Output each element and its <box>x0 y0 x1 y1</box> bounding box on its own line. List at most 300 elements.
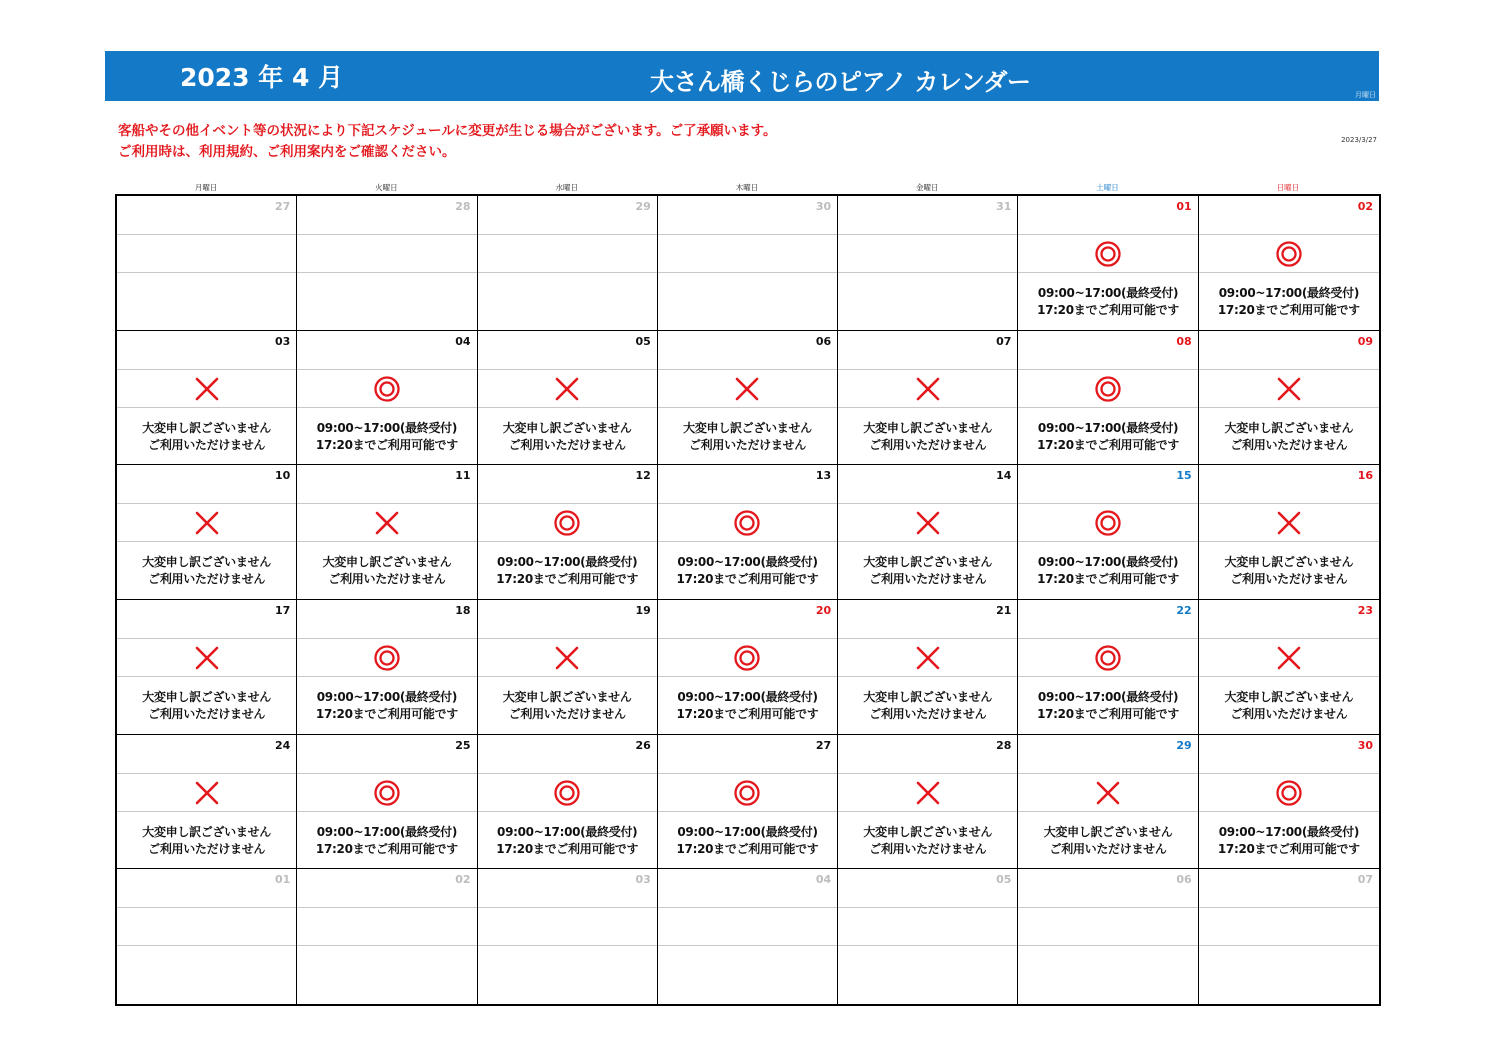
day-number: 15 <box>1176 469 1192 483</box>
row-divider <box>117 407 296 408</box>
status-text <box>117 420 296 454</box>
row-divider <box>297 272 476 273</box>
row-divider <box>478 503 657 504</box>
status-text-line: 09:00~17:00(最終受付) <box>677 824 818 839</box>
row-divider <box>1018 407 1197 408</box>
day-number: 31 <box>996 200 1012 213</box>
status-text-line: 09:00~17:00(最終受付) <box>497 555 638 570</box>
status-text <box>658 554 837 588</box>
row-divider <box>117 234 296 235</box>
calendar-day-cell <box>297 331 477 466</box>
status-text-line: 09:00~17:00(最終受付) <box>316 420 458 435</box>
day-number: 09 <box>1357 334 1373 348</box>
status-text-line: 17:20までご利用可能です <box>1037 572 1180 587</box>
status-text <box>297 420 476 454</box>
row-divider <box>658 811 837 812</box>
issue-date: 2023/3/27 <box>1341 136 1377 144</box>
day-number: 05 <box>635 334 651 348</box>
status-text-line: ご利用いただけません <box>869 707 987 721</box>
status-text-line: 大変申し訳ございません <box>502 690 632 704</box>
row-divider <box>1018 503 1197 504</box>
status-text <box>1199 420 1379 454</box>
row-divider <box>838 907 1017 908</box>
row-divider <box>478 638 657 639</box>
row-divider <box>297 234 476 235</box>
row-divider <box>1018 369 1197 370</box>
row-divider <box>478 234 657 235</box>
double-circle-icon <box>1018 240 1197 268</box>
status-text-line: 09:00~17:00(最終受付) <box>497 824 638 839</box>
status-text-line: 大変申し訳ございません <box>142 690 271 704</box>
row-divider <box>1199 369 1379 370</box>
day-number: 11 <box>455 469 471 483</box>
header-small-label: 月曜日 <box>1355 91 1376 99</box>
double-circle-icon <box>658 779 837 807</box>
calendar-day-cell <box>117 869 297 1004</box>
cross-icon <box>117 509 296 537</box>
status-text-line: ご利用いただけません <box>148 437 266 452</box>
double-circle-icon <box>658 509 837 537</box>
header-bar <box>105 51 1379 101</box>
calendar-day-cell <box>1199 735 1379 870</box>
row-divider <box>658 541 837 542</box>
double-circle-icon <box>478 779 657 807</box>
row-divider <box>1199 907 1379 908</box>
calendar-day-cell <box>478 465 658 600</box>
row-divider <box>838 234 1017 235</box>
calendar-day-cell <box>658 600 838 735</box>
notice-line-1: 客船やその他イベント等の状況により下記スケジュールに変更が生じる場合がございます。ご了承願います。 <box>118 123 777 139</box>
row-divider <box>478 773 657 774</box>
calendar-day-cell <box>1018 196 1198 331</box>
status-text-line: 大変申し訳ございません <box>1224 420 1354 435</box>
row-divider <box>1199 676 1379 677</box>
status-text-line: 大変申し訳ございません <box>863 824 993 839</box>
cross-icon <box>1199 644 1379 672</box>
cross-icon <box>838 644 1017 672</box>
status-text <box>117 824 296 858</box>
calendar-day-cell <box>1018 869 1198 1004</box>
calendar-day-cell <box>658 331 838 466</box>
calendar-day-cell <box>297 465 477 600</box>
status-text <box>658 689 837 723</box>
row-divider <box>117 945 296 946</box>
row-divider <box>297 773 476 774</box>
status-text-line: ご利用いただけません <box>1230 437 1348 452</box>
status-text-line: 大変申し訳ございません <box>142 420 271 435</box>
row-divider <box>117 503 296 504</box>
day-number: 07 <box>996 334 1012 348</box>
status-text-line: 09:00~17:00(最終受付) <box>1218 824 1360 839</box>
status-text <box>478 420 657 454</box>
calendar-day-cell <box>838 331 1018 466</box>
day-number: 07 <box>1357 873 1373 887</box>
status-text <box>117 689 296 723</box>
status-text-line: 17:20までご利用可能です <box>496 572 639 587</box>
status-text <box>1199 689 1379 723</box>
row-divider <box>297 638 476 639</box>
weekday-tue: 火曜日 <box>375 183 398 192</box>
day-number: 21 <box>996 604 1012 617</box>
status-text-line: ご利用いただけません <box>688 437 806 452</box>
row-divider <box>1199 407 1379 408</box>
day-number: 03 <box>274 334 291 348</box>
row-divider <box>297 407 476 408</box>
status-text-line: 17:20までご利用可能です <box>1217 841 1360 856</box>
status-text-line: 09:00~17:00(最終受付) <box>316 690 458 704</box>
calendar-day-cell <box>1018 735 1198 870</box>
row-divider <box>478 907 657 908</box>
status-text <box>1199 824 1379 858</box>
cross-icon <box>478 644 657 672</box>
row-divider <box>1018 811 1197 812</box>
calendar-day-cell <box>117 196 297 331</box>
status-text-line: 17:20までご利用可能です <box>1037 437 1180 452</box>
day-number: 23 <box>1357 604 1373 617</box>
row-divider <box>1199 773 1379 774</box>
double-circle-icon <box>297 779 476 807</box>
status-text <box>1018 824 1197 858</box>
cross-icon <box>838 375 1017 403</box>
cross-icon <box>1199 375 1379 403</box>
status-text <box>838 689 1017 723</box>
double-circle-icon <box>478 509 657 537</box>
row-divider <box>1199 272 1379 273</box>
status-text-line: 17:20までご利用可能です <box>315 841 458 856</box>
status-text-line: 17:20までご利用可能です <box>496 841 639 856</box>
calendar-day-cell <box>117 735 297 870</box>
row-divider <box>297 676 476 677</box>
day-number: 12 <box>635 469 651 483</box>
day-number: 28 <box>455 200 471 213</box>
day-number: 08 <box>1176 334 1192 348</box>
status-text <box>1018 420 1197 454</box>
cross-icon <box>838 509 1017 537</box>
row-divider <box>838 811 1017 812</box>
calendar-day-cell <box>658 465 838 600</box>
status-text-line: ご利用いただけません <box>148 707 266 721</box>
status-text <box>478 689 657 723</box>
status-text-line: 大変申し訳ございません <box>322 555 452 570</box>
cross-icon <box>117 779 296 807</box>
cross-icon <box>1199 509 1379 537</box>
calendar-day-cell <box>1199 465 1379 600</box>
day-number: 01 <box>274 873 291 887</box>
calendar-grid <box>115 194 1381 1006</box>
calendar-day-cell <box>478 196 658 331</box>
day-number: 27 <box>815 738 832 752</box>
calendar-day-cell <box>1018 331 1198 466</box>
status-text-line: 09:00~17:00(最終受付) <box>677 690 818 704</box>
calendar-day-cell <box>297 869 477 1004</box>
double-circle-icon <box>297 644 476 672</box>
status-text-line: ご利用いただけません <box>1230 707 1348 721</box>
status-text-line: 大変申し訳ございません <box>502 420 632 435</box>
weekday-header-row <box>116 182 1378 194</box>
row-divider <box>658 907 837 908</box>
status-text-line: ご利用いただけません <box>328 572 446 587</box>
calendar-day-cell <box>478 331 658 466</box>
row-divider <box>478 407 657 408</box>
status-text-line: 大変申し訳ございません <box>683 420 812 435</box>
calendar-day-cell <box>1199 869 1379 1004</box>
status-text <box>1199 285 1379 319</box>
status-text-line: ご利用いただけません <box>508 437 626 452</box>
cross-icon <box>117 644 296 672</box>
status-text <box>297 824 476 858</box>
status-text-line: ご利用いただけません <box>869 841 987 856</box>
row-divider <box>297 503 476 504</box>
day-number: 02 <box>1357 200 1373 213</box>
row-divider <box>297 811 476 812</box>
calendar-day-cell <box>478 735 658 870</box>
status-text-line: 17:20までご利用可能です <box>676 707 819 721</box>
status-text-line: 17:20までご利用可能です <box>1037 707 1180 721</box>
status-text-line: 09:00~17:00(最終受付) <box>677 555 818 570</box>
calendar-day-cell <box>838 196 1018 331</box>
status-text-line: 大変申し訳ございません <box>863 690 993 704</box>
calendar-day-cell <box>658 869 838 1004</box>
status-text-line: ご利用いただけません <box>508 707 626 721</box>
weekday-thu: 木曜日 <box>735 183 759 192</box>
row-divider <box>1199 945 1379 946</box>
row-divider <box>478 541 657 542</box>
status-text <box>478 824 657 858</box>
row-divider <box>478 369 657 370</box>
day-number: 30 <box>1357 738 1373 752</box>
status-text-line: 大変申し訳ございません <box>1224 555 1354 570</box>
row-divider <box>478 945 657 946</box>
row-divider <box>478 676 657 677</box>
calendar-day-cell <box>838 600 1018 735</box>
status-text <box>297 554 476 588</box>
weekday-sun: 日曜日 <box>1276 183 1300 192</box>
day-number: 26 <box>635 738 651 752</box>
day-number: 16 <box>1357 469 1373 483</box>
row-divider <box>117 676 296 677</box>
row-divider <box>658 234 837 235</box>
row-divider <box>478 272 657 273</box>
status-text-line: 09:00~17:00(最終受付) <box>1037 690 1179 704</box>
calendar-day-cell <box>838 465 1018 600</box>
cross-icon <box>658 375 837 403</box>
status-text <box>838 420 1017 454</box>
calendar-day-cell <box>297 196 477 331</box>
cross-icon <box>478 375 657 403</box>
row-divider <box>658 503 837 504</box>
calendar-day-cell <box>1199 331 1379 466</box>
status-text <box>117 554 296 588</box>
row-divider <box>1199 811 1379 812</box>
status-text-line: 大変申し訳ございません <box>1043 824 1173 839</box>
row-divider <box>838 676 1017 677</box>
status-text-line: 大変申し訳ございません <box>142 824 271 839</box>
day-number: 01 <box>1176 200 1192 213</box>
weekday-wed: 水曜日 <box>555 183 578 192</box>
status-text-line: 09:00~17:00(最終受付) <box>1218 286 1360 300</box>
day-number: 03 <box>635 873 651 887</box>
calendar-day-cell <box>117 465 297 600</box>
row-divider <box>117 773 296 774</box>
calendar-day-cell <box>658 196 838 331</box>
notice-text <box>118 121 777 163</box>
row-divider <box>658 945 837 946</box>
row-divider <box>1018 541 1197 542</box>
day-number: 10 <box>274 469 291 483</box>
row-divider <box>658 272 837 273</box>
status-text-line: 09:00~17:00(最終受付) <box>1037 420 1179 435</box>
row-divider <box>117 272 296 273</box>
status-text-line: 大変申し訳ございません <box>142 555 271 570</box>
status-text-line: 09:00~17:00(最終受付) <box>316 824 458 839</box>
calendar-day-cell <box>117 600 297 735</box>
status-text <box>658 824 837 858</box>
day-number: 06 <box>1176 873 1192 887</box>
row-divider <box>1018 638 1197 639</box>
status-text-line: ご利用いただけません <box>148 841 266 856</box>
day-number: 25 <box>455 738 471 752</box>
row-divider <box>297 945 476 946</box>
status-text-line: 17:20までご利用可能です <box>1217 303 1360 317</box>
row-divider <box>117 541 296 542</box>
calendar-day-cell <box>117 331 297 466</box>
double-circle-icon <box>1018 509 1197 537</box>
double-circle-icon <box>297 375 476 403</box>
row-divider <box>838 638 1017 639</box>
status-text <box>1199 554 1379 588</box>
status-text <box>838 824 1017 858</box>
day-number: 13 <box>815 469 832 483</box>
row-divider <box>838 407 1017 408</box>
cross-icon <box>1018 779 1197 807</box>
row-divider <box>297 369 476 370</box>
row-divider <box>1018 676 1197 677</box>
double-circle-icon <box>1018 644 1197 672</box>
cross-icon <box>297 509 476 537</box>
status-text-line: 17:20までご利用可能です <box>676 572 819 587</box>
row-divider <box>838 272 1017 273</box>
status-text <box>658 420 837 454</box>
day-number: 05 <box>996 873 1012 887</box>
row-divider <box>1018 907 1197 908</box>
row-divider <box>838 369 1017 370</box>
double-circle-icon <box>658 644 837 672</box>
weekday-fri: 金曜日 <box>916 183 939 192</box>
row-divider <box>1199 503 1379 504</box>
status-text-line: 09:00~17:00(最終受付) <box>1037 555 1179 570</box>
calendar-day-cell <box>478 600 658 735</box>
row-divider <box>838 541 1017 542</box>
status-text <box>1018 554 1197 588</box>
day-number: 28 <box>996 738 1012 752</box>
day-number: 02 <box>455 873 471 887</box>
status-text-line: 17:20までご利用可能です <box>1037 303 1180 317</box>
day-number: 04 <box>815 873 832 887</box>
status-text-line: 17:20までご利用可能です <box>315 707 458 721</box>
row-divider <box>117 638 296 639</box>
status-text-line: 17:20までご利用可能です <box>676 841 819 856</box>
status-text-line: 17:20までご利用可能です <box>315 437 458 452</box>
weekday-sat: 土曜日 <box>1096 183 1119 192</box>
day-number: 30 <box>815 200 832 213</box>
row-divider <box>838 945 1017 946</box>
cross-icon <box>117 375 296 403</box>
status-text-line: 大変申し訳ございません <box>863 420 993 435</box>
row-divider <box>1018 945 1197 946</box>
status-text-line: 09:00~17:00(最終受付) <box>1037 286 1179 300</box>
calendar-day-cell <box>1199 600 1379 735</box>
day-number: 29 <box>1176 738 1192 752</box>
day-number: 04 <box>455 334 471 348</box>
status-text <box>1018 689 1197 723</box>
row-divider <box>658 773 837 774</box>
double-circle-icon <box>1199 779 1379 807</box>
calendar-day-cell <box>838 869 1018 1004</box>
double-circle-icon <box>1018 375 1197 403</box>
calendar-day-cell <box>1199 196 1379 331</box>
status-text-line: 大変申し訳ございません <box>863 555 993 570</box>
row-divider <box>838 503 1017 504</box>
calendar-day-cell <box>1018 465 1198 600</box>
row-divider <box>1018 272 1197 273</box>
row-divider <box>117 369 296 370</box>
row-divider <box>658 407 837 408</box>
status-text-line: ご利用いただけません <box>1230 572 1348 587</box>
day-number: 18 <box>455 604 471 617</box>
day-number: 27 <box>274 200 291 213</box>
row-divider <box>658 638 837 639</box>
row-divider <box>1199 234 1379 235</box>
row-divider <box>297 907 476 908</box>
double-circle-icon <box>1199 240 1379 268</box>
day-number: 19 <box>635 604 651 617</box>
row-divider <box>1199 638 1379 639</box>
row-divider <box>1018 773 1197 774</box>
calendar-day-cell <box>658 735 838 870</box>
day-number: 29 <box>635 200 651 213</box>
row-divider <box>117 811 296 812</box>
day-number: 06 <box>815 334 832 348</box>
calendar-day-cell <box>838 735 1018 870</box>
row-divider <box>838 773 1017 774</box>
row-divider <box>297 541 476 542</box>
day-number: 14 <box>996 469 1012 483</box>
calendar-day-cell <box>1018 600 1198 735</box>
calendar-day-cell <box>478 869 658 1004</box>
status-text-line: ご利用いただけません <box>869 572 987 587</box>
status-text-line: ご利用いただけません <box>148 572 266 587</box>
status-text-line: 大変申し訳ございません <box>1224 690 1354 704</box>
row-divider <box>1199 541 1379 542</box>
calendar-day-cell <box>297 600 477 735</box>
row-divider <box>117 907 296 908</box>
status-text <box>297 689 476 723</box>
calendar-day-cell <box>297 735 477 870</box>
cross-icon <box>838 779 1017 807</box>
row-divider <box>658 369 837 370</box>
status-text <box>478 554 657 588</box>
row-divider <box>1018 234 1197 235</box>
status-text <box>838 554 1017 588</box>
day-number: 22 <box>1176 604 1192 617</box>
status-text-line: ご利用いただけません <box>1049 841 1167 856</box>
calendar-title: 大さん橋くじらのピアノ カレンダー <box>650 68 1031 96</box>
day-number: 17 <box>274 604 291 617</box>
row-divider <box>478 811 657 812</box>
year-month-title: 2023 年 4 月 <box>180 63 344 92</box>
notice-line-2: ご利用時は、利用規約、ご利用案内をご確認ください。 <box>118 144 456 160</box>
day-number: 24 <box>274 738 291 752</box>
